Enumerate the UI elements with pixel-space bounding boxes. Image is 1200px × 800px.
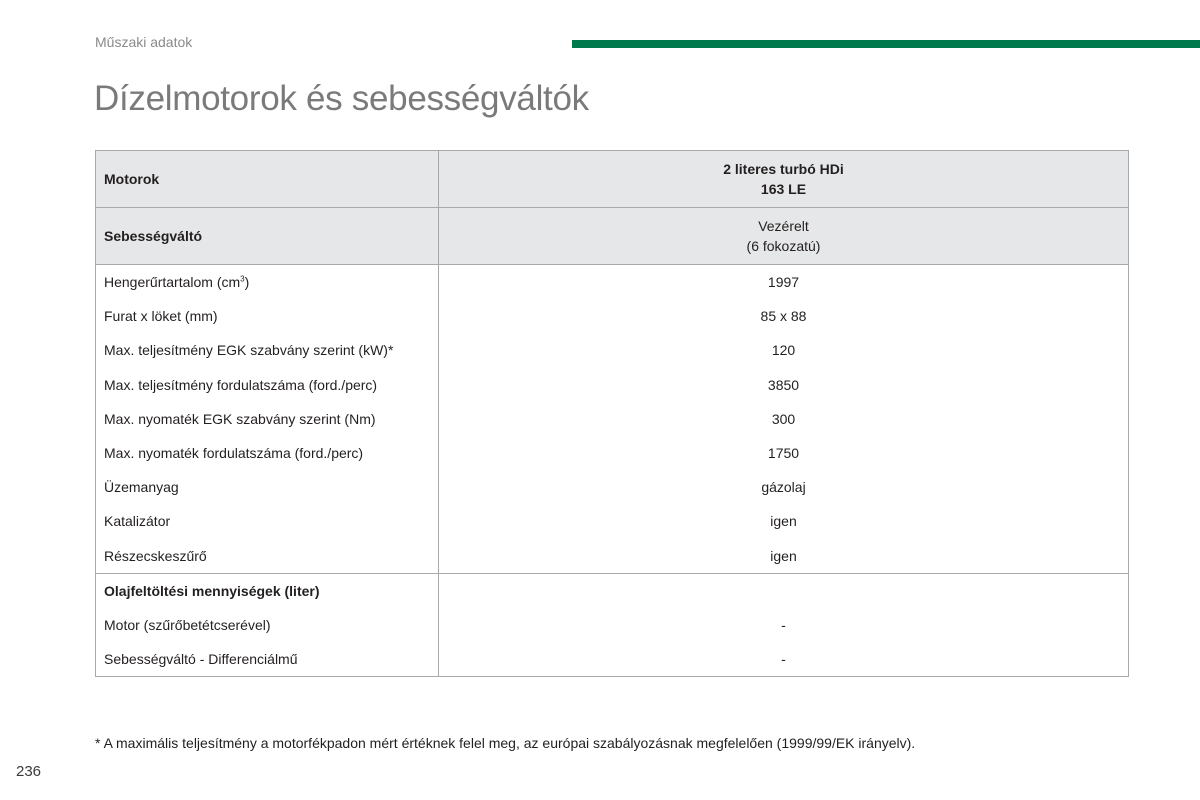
spec-label-displacement: [96, 265, 439, 300]
spec-value-catalyst: igen: [439, 504, 1129, 538]
spec-row-particle-filter: [96, 539, 1129, 574]
spec-label-bore-stroke: Furat x löket (mm): [96, 299, 439, 333]
spec-value-displacement: 1997: [439, 265, 1129, 300]
spec-label-particle-filter: Részecskeszűrő: [96, 539, 439, 574]
page-number: 236: [16, 763, 42, 780]
spec-label-text: Hengerűrtartalom (cm: [104, 274, 241, 291]
spec-row-max-torque: [96, 402, 1129, 436]
spec-row-catalyst: [96, 504, 1129, 538]
header-accent-bar: [572, 40, 1200, 48]
spec-label-max-torque: Max. nyomaték EGK szabvány szerint (Nm): [96, 402, 439, 436]
spec-value-particle-filter: igen: [439, 539, 1129, 574]
spec-value-max-power: 120: [439, 333, 1129, 367]
spec-value-torque-rpm: 1750: [439, 436, 1129, 470]
spec-row-fuel: [96, 470, 1129, 504]
oil-group-title-row: [96, 573, 1129, 608]
spec-label-fuel: Üzemanyag: [96, 470, 439, 504]
spec-row-max-power: [96, 333, 1129, 367]
oil-value-gearbox: -: [439, 642, 1129, 677]
engine-value-line2: 163 LE: [760, 181, 807, 197]
section-label: Műszaki adatok: [95, 34, 193, 50]
oil-value-engine: -: [439, 608, 1129, 642]
spec-label-power-rpm: Max. teljesítmény fordulatszáma (ford./perc): [96, 368, 439, 402]
spec-value-max-torque: 300: [439, 402, 1129, 436]
engine-value-line1: 2 literes turbó HDi: [723, 161, 844, 177]
oil-row-engine: [96, 608, 1129, 642]
engine-label: Motorok: [96, 151, 439, 208]
spec-row-bore-stroke: [96, 299, 1129, 333]
spec-value-power-rpm: 3850: [439, 368, 1129, 402]
spec-table: [95, 150, 1129, 677]
oil-group-title-value: [439, 573, 1129, 608]
spec-row-power-rpm: [96, 368, 1129, 402]
page-title: Dízelmotorok és sebességváltók: [94, 79, 589, 118]
spec-value-bore-stroke: 85 x 88: [439, 299, 1129, 333]
gearbox-value: [439, 208, 1129, 265]
spec-label-suffix: ): [244, 274, 250, 291]
oil-row-gearbox: [96, 642, 1129, 677]
gearbox-value-line1: Vezérelt: [758, 218, 809, 234]
gearbox-label: Sebességváltó: [96, 208, 439, 265]
footnote: * A maximális teljesítmény a motorfékpadon mért értéknek felel meg, az európai szabályozásnak megfelelően (1999/99/EK irányelv).: [95, 735, 916, 751]
spec-label-catalyst: Katalizátor: [96, 504, 439, 538]
gearbox-header-row: [96, 208, 1129, 265]
oil-label-engine: Motor (szűrőbetétcserével): [96, 608, 439, 642]
spec-row-displacement: [96, 265, 1129, 300]
gearbox-value-line2: (6 fokozatú): [746, 238, 821, 254]
spec-label-max-power: Max. teljesítmény EGK szabvány szerint (kW)*: [96, 333, 439, 367]
spec-value-fuel: gázolaj: [439, 470, 1129, 504]
oil-group-title: Olajfeltöltési mennyiségek (liter): [96, 573, 439, 608]
spec-label-torque-rpm: Max. nyomaték fordulatszáma (ford./perc): [96, 436, 439, 470]
engine-header-row: [96, 151, 1129, 208]
superscript-3: 3: [240, 274, 245, 284]
spec-row-torque-rpm: [96, 436, 1129, 470]
engine-value: [439, 151, 1129, 208]
oil-label-gearbox: Sebességváltó - Differenciálmű: [96, 642, 439, 677]
